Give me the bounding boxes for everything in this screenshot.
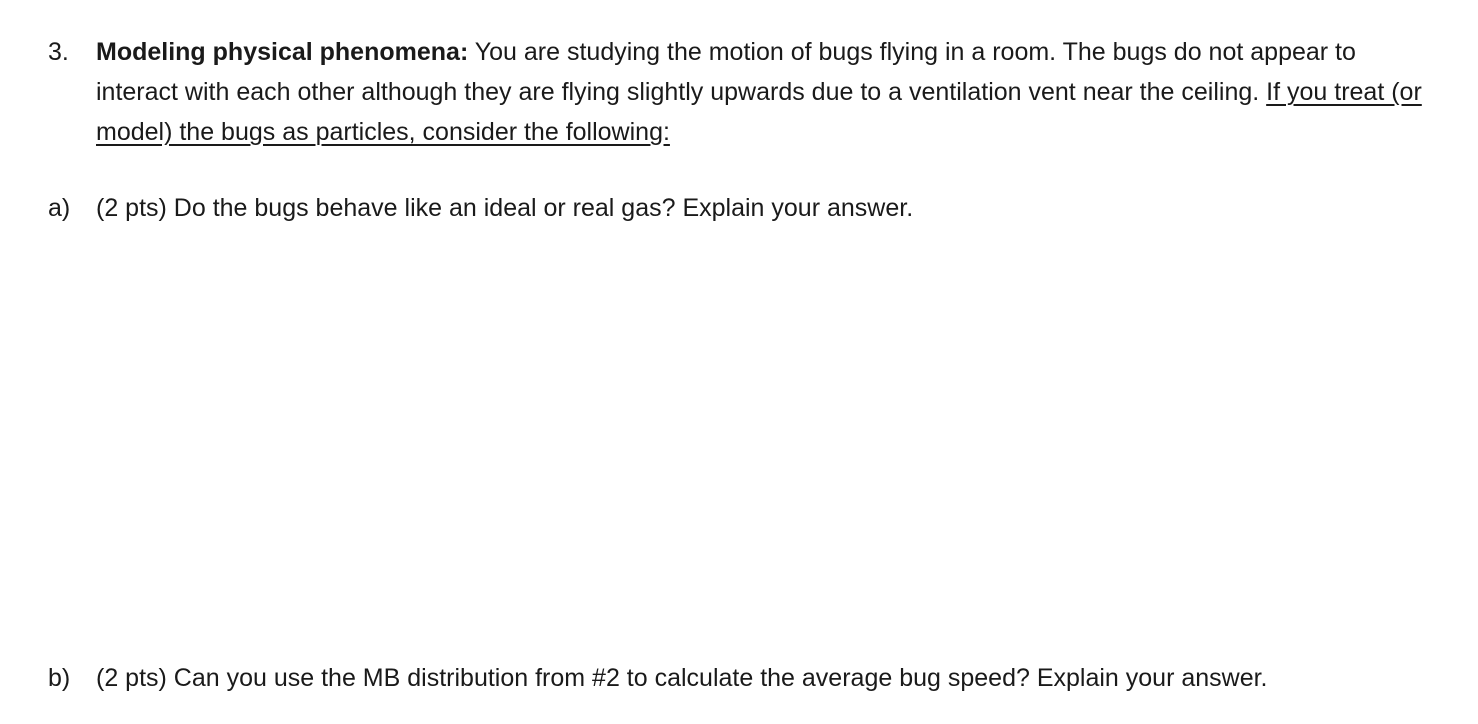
question-underlined-text: If you treat (or model) the bugs as particles, consider the following: bbox=[96, 78, 1422, 146]
question-3 bbox=[48, 32, 1448, 152]
part-b-label: b) bbox=[48, 664, 71, 692]
part-b bbox=[48, 658, 1448, 698]
part-a-text: (2 pts) Do the bugs behave like an ideal or real gas? Explain your answer. bbox=[96, 194, 914, 222]
question-body bbox=[96, 32, 1436, 152]
question-heading: Modeling physical phenomena: bbox=[96, 38, 469, 66]
question-number: 3. bbox=[48, 38, 69, 66]
part-b-text: (2 pts) Can you use the MB distribution from #2 to calculate the average bug speed? Explain your answer. bbox=[96, 664, 1268, 692]
part-a-label: a) bbox=[48, 194, 71, 222]
part-a bbox=[48, 188, 1448, 228]
question-text: You are studying the motion of bugs flying in a room. The bugs do not appear to interact with each other although they are flying slightly upwards due to a ventilation vent near the ceiling. bbox=[96, 38, 1356, 106]
